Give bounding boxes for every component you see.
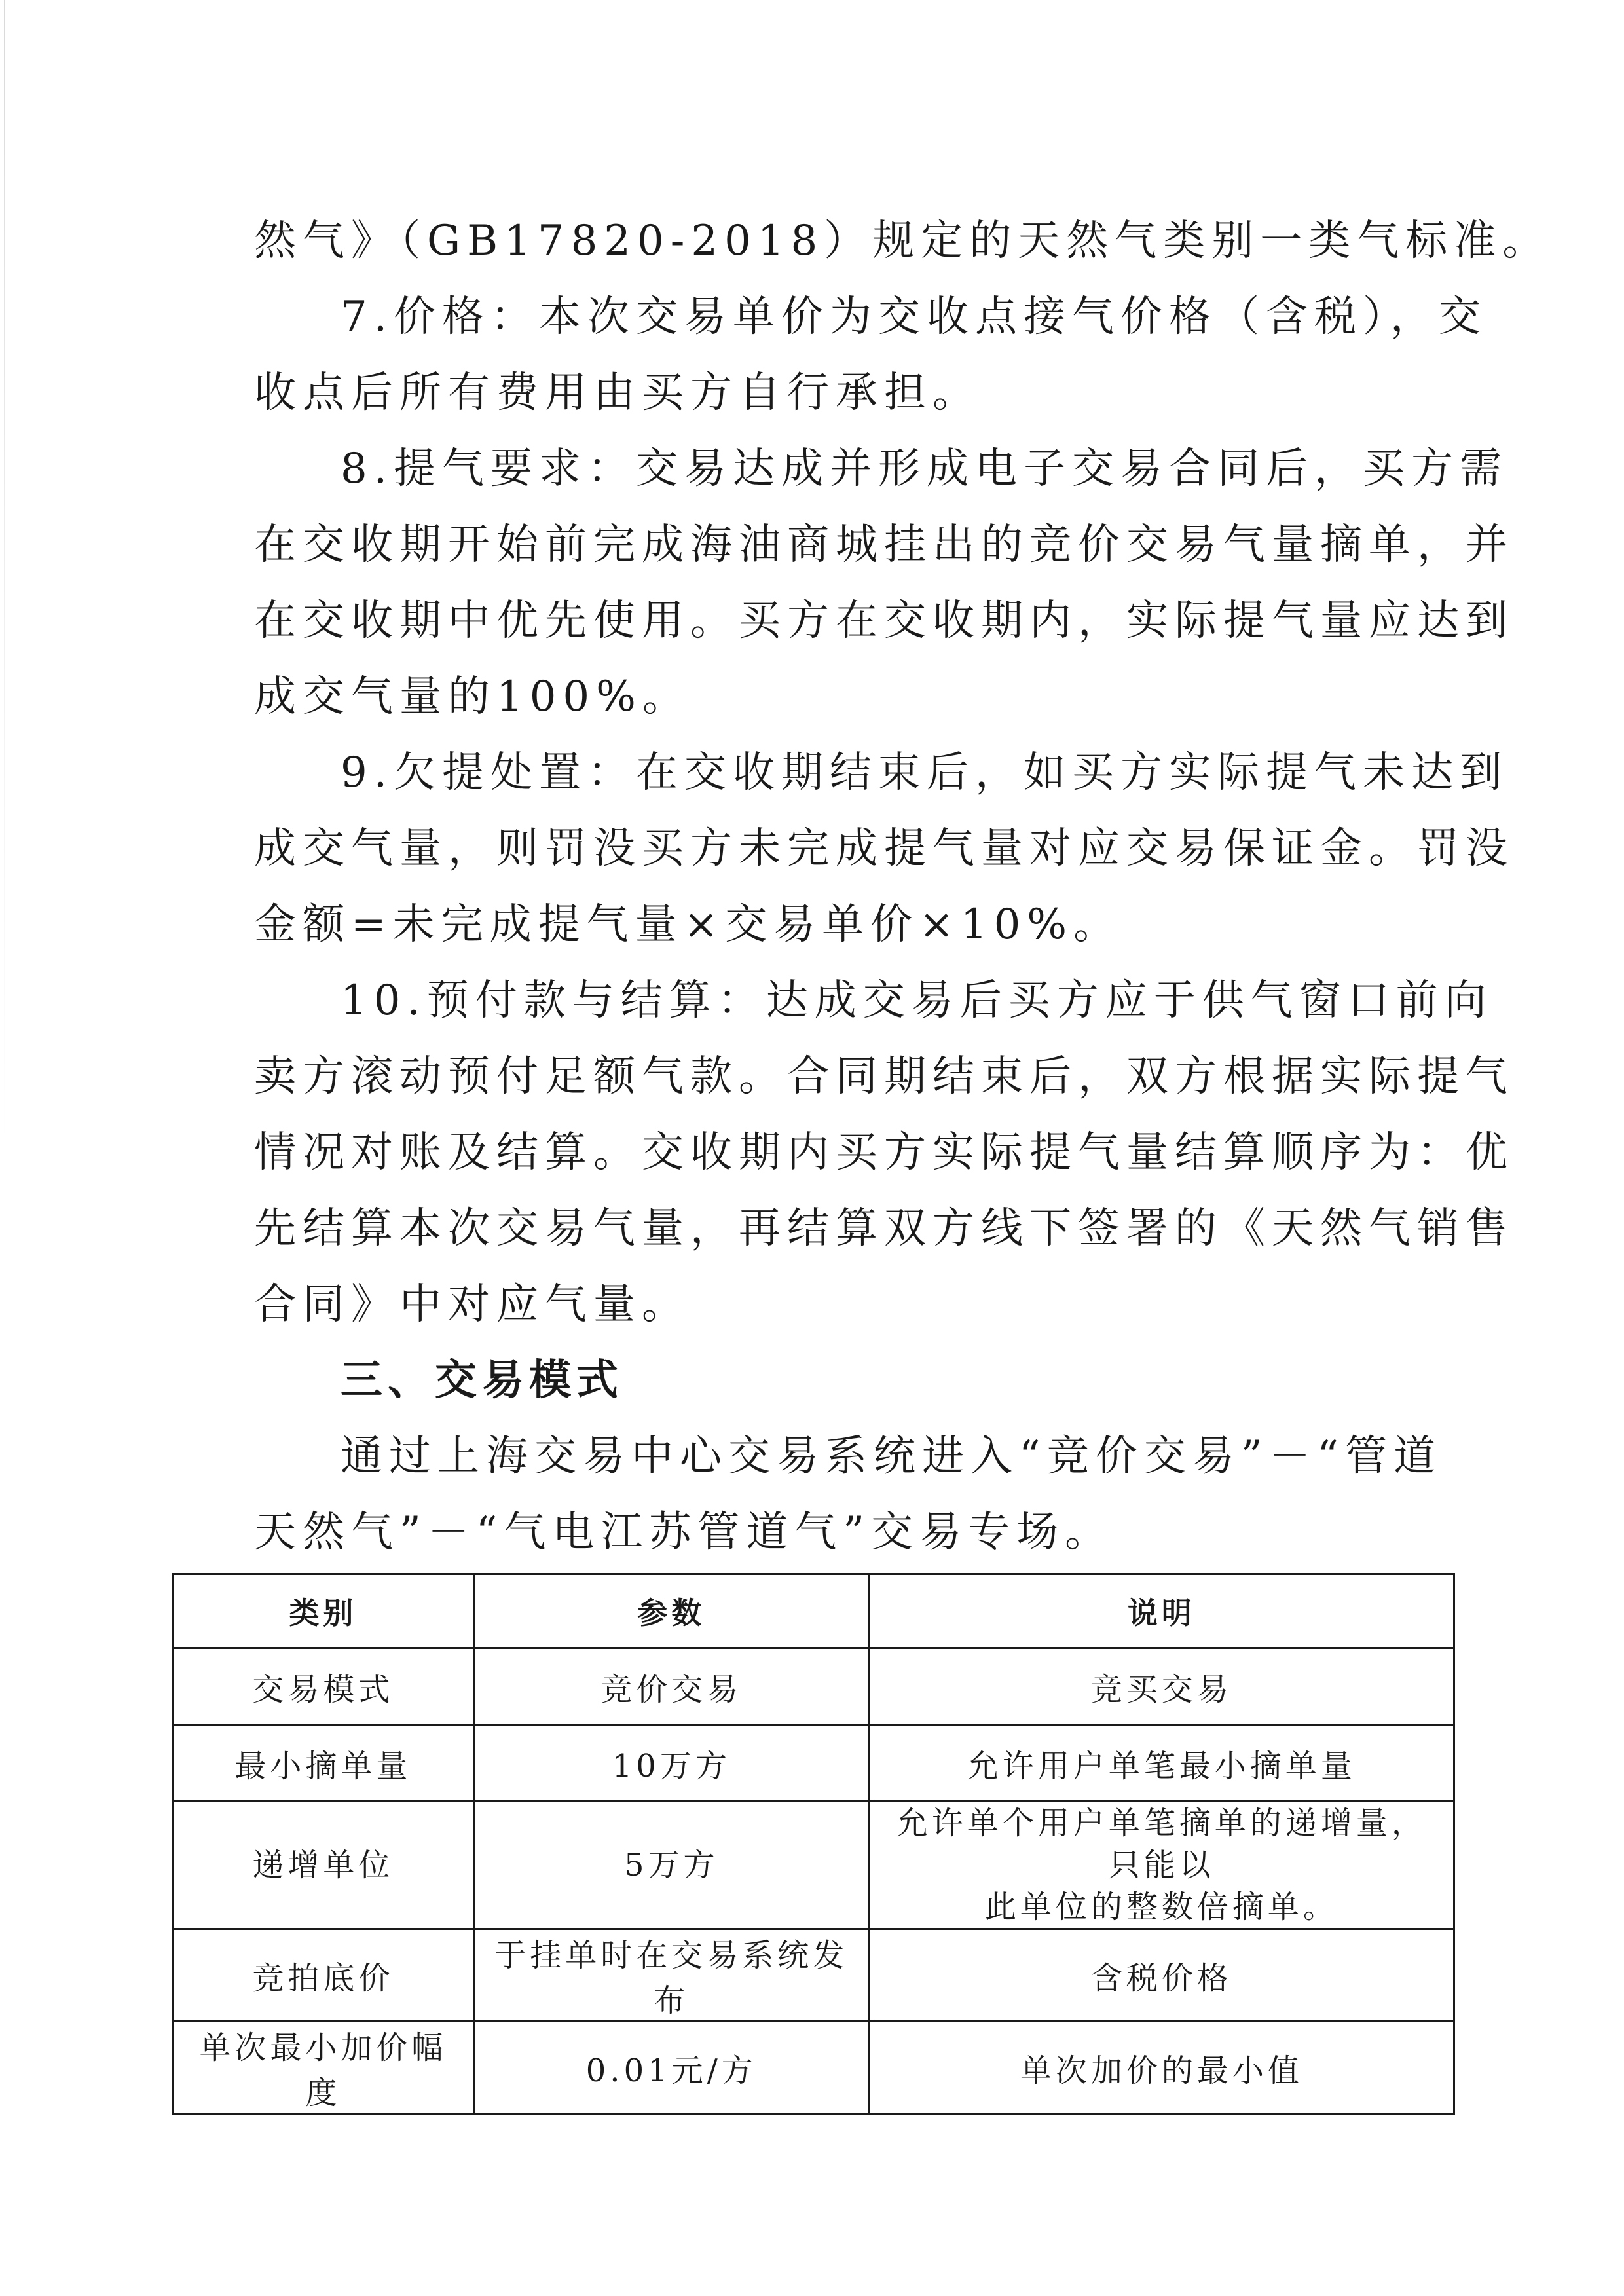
cell-description: 允许用户单笔最小摘单量 [869,1725,1454,1802]
cell-description-line: 允许单个用户单笔摘单的递增量，只能以 [896,1805,1427,1883]
paragraph-line: 通过上海交易中心交易系统进入“竞价交易”－“管道 [341,1432,1443,1481]
paragraph-line: 成交气量，则罚没买方未完成提气量对应交易保证金。罚没 [254,824,1514,873]
paragraph-line: 卖方滚动预付足额气款。合同期结束后，双方根据实际提气 [254,1052,1514,1101]
paragraph-line: 天然气”－“气电江苏管道气”交易专场。 [254,1508,1114,1557]
paragraph-line: 收点后所有费用由买方自行承担。 [254,369,981,417]
body-text [254,203,1551,1570]
cell-parameter: 5万方 [473,1802,869,1929]
scan-edge-shadow [4,0,5,1146]
table-row [173,1725,1454,1802]
paragraph-line: 情况对账及结算。交收期内买方实际提气量结算顺序为：优 [254,1128,1514,1177]
cell-category: 单次最小加价幅度 [173,2022,474,2114]
cell-description: 竞买交易 [869,1648,1454,1725]
cell-parameter: 10万方 [473,1725,869,1802]
paragraph-line: 7.价格：本次交易单价为交收点接气价格（含税），交 [341,293,1488,341]
paragraph-line: 然气》（GB17820-2018）规定的天然气类别一类气标准。 [254,217,1551,265]
header-parameter: 参数 [473,1574,869,1648]
table-header-row [173,1574,1454,1648]
paragraph-line: 金额=未完成提气量×交易单价×10%。 [254,900,1122,949]
cell-parameter: 于挂单时在交易系统发布 [473,1929,869,2022]
paragraph-line: 合同》中对应气量。 [254,1280,690,1329]
paragraph-line: 成交气量的100%。 [254,673,691,721]
cell-category: 最小摘单量 [173,1725,474,1802]
paragraph-line: 8.提气要求：交易达成并形成电子交易合同后，买方需 [341,445,1509,493]
trading-parameters-table [172,1573,1455,2115]
cell-parameter: 0.01元/方 [473,2022,869,2114]
cell-description: 单次加价的最小值 [869,2022,1454,2114]
table-row [173,2022,1454,2114]
paragraph-line: 9.欠提处置：在交收期结束后，如买方实际提气未达到 [341,749,1509,797]
paragraph-line: 在交收期开始前完成海油商城挂出的竞价交易气量摘单，并 [254,521,1514,569]
table-row [173,1802,1454,1929]
table-row [173,1929,1454,2022]
cell-parameter: 竞价交易 [473,1648,869,1725]
paragraph-line: 在交收期中优先使用。买方在交收期内，实际提气量应达到 [254,597,1514,645]
cell-category: 递增单位 [173,1802,474,1929]
paragraph-line: 先结算本次交易气量，再结算双方线下签署的《天然气销售 [254,1204,1514,1253]
section-heading: 三、交易模式 [341,1356,623,1405]
table-row [173,1648,1454,1725]
cell-category: 竞拍底价 [173,1929,474,2022]
cell-description-line: 此单位的整数倍摘单。 [984,1889,1338,1925]
cell-description: 含税价格 [869,1929,1454,2022]
header-category: 类别 [173,1574,474,1648]
header-description: 说明 [869,1574,1454,1648]
cell-description [869,1802,1454,1929]
cell-category: 交易模式 [173,1648,474,1725]
paragraph-line: 10.预付款与结算：达成交易后买方应于供气窗口前向 [341,976,1493,1025]
